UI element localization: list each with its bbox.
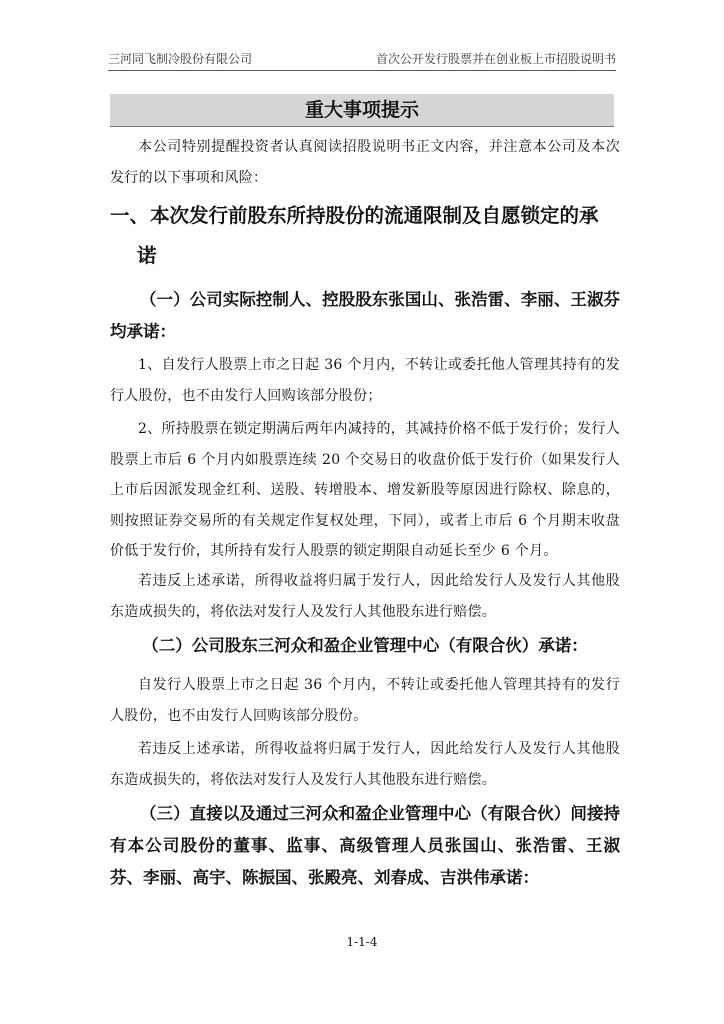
- sub2-heading: （二）公司股东三河众和盈企业管理中心（有限合伙）承诺：: [142, 636, 588, 655]
- page-header: [108, 50, 616, 71]
- sub1-paragraph-3: 若违反上述承诺，所得收益将归属于发行人，因此给发行人及发行人其他股东造成损失的，将依法对发行人及发行人其他股东进行赔偿。: [110, 573, 620, 620]
- section1-heading: [110, 198, 620, 274]
- section1-title-line2: 诺: [137, 244, 157, 267]
- sub2-paragraph-1: 自发行人股票上市之日起 36 个月内，不转让或委托他人管理其持有的发行人股份，也不由发行人回购该部分股份。: [110, 677, 620, 724]
- header-company: 三河同飞制冷股份有限公司: [108, 52, 253, 66]
- section-banner-title: 重大事项提示: [110, 94, 614, 127]
- sub1-paragraph-1: 1、自发行人股票上市之日起 36 个月内，不转让或委托他人管理其持有的发行人股份，也不由发行人回购该部分股份；: [110, 357, 620, 404]
- sub3-heading: （三）直接以及通过三河众和盈企业管理中心（有限合伙）间接持有本公司股份的董事、监事、高级管理人员张国山、张浩雷、王淑芬、李丽、高宇、陈振国、张殿亮、刘春成、吉洪伟承诺：: [110, 804, 620, 887]
- sub1-heading: （一）公司实际控制人、控股股东张国山、张浩雷、李丽、王淑芬均承诺：: [110, 290, 620, 341]
- sub1-paragraph-2: 2、所持股票在锁定期满后两年内减持的，其减持价格不低于发行价；发行人股票上市后 6 个月内如股票连续 20 个交易日的收盘价低于发行价（如果发行人上市后因派发现金红利、送股、转增股本、增发新股等原因进行除权、除息的，则按照证券交易所的有关规定作复权处理，下同），或者上市后 6 个月期末收盘价低于发行价，其所持有发行人股票的锁定期限自动延长至少 6 个月。: [110, 421, 620, 559]
- page-number: 1-1-4: [346, 935, 378, 949]
- header-doc-title: 首次公开发行股票并在创业板上市招股说明书: [375, 52, 616, 66]
- section1-title-line1: 本次发行前股东所持股份的流通限制及自愿锁定的承: [150, 204, 599, 227]
- sub2-paragraph-2: 若违反上述承诺，所得收益将归属于发行人，因此给发行人及发行人其他股东造成损失的，将依法对发行人及发行人其他股东进行赔偿。: [110, 741, 620, 788]
- intro-paragraph: 本公司特别提醒投资者认真阅读招股说明书正文内容，并注意本公司及本次发行的以下事项和风险：: [110, 139, 620, 186]
- section1-number: 一、: [110, 204, 150, 227]
